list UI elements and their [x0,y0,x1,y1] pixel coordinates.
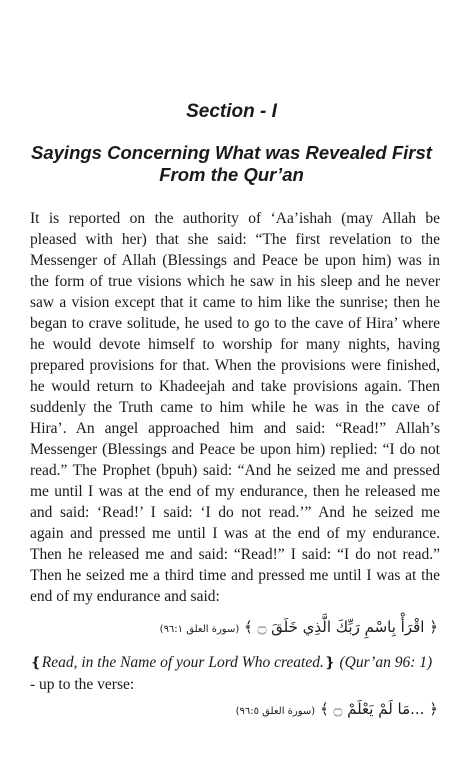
chapter-title [0,142,463,186]
body-line: saw a vision except that it came to him like the sunrise; then he [30,294,440,311]
bracket-open-ornament: ❴ [30,656,42,671]
chapter-title-line-2: From the Qur’an [159,164,304,185]
body-line: suddenly the Truth came to him while he was in the cave of [30,399,440,416]
body-line: the form of true visions which he saw in his sleep and he never [30,273,440,290]
arabic-verse-text: ﴿ اقْرَأْ بِاسْمِ رَبِّكَ الَّذِي خَلَقَ ۝ ﴾ [244,618,438,636]
quran-reference: (Qur’an 96: 1) [339,654,433,671]
section-title: Section - I [186,101,277,122]
body-line: end of my endurance and said: [30,588,220,605]
surah-reference: (سورة العلق ٩٦:١) [159,624,240,635]
bracket-close-ornament: ❵ [323,656,336,671]
translation-line [30,652,440,674]
body-line: he would return to Khadeejah and take provisions again. Then [30,378,440,395]
body-line: read.” The Prophet (bpuh) said: “And he seized me and pressed [30,462,440,479]
body-line: Messenger of Allah (Blessings and Peace be upon him) was in [30,252,440,269]
verse-translation [30,652,440,695]
arabic-verse-1 [28,618,438,636]
hadith-text [30,208,440,607]
body-line: Then he released me and said: “Read!” I said: “I do not read.” [30,546,440,563]
body-line: Messenger (Blessings and Peace be upon him) replied: “I do not [30,441,440,458]
body-line: prepared provisions for that. When the provisions were finished, [30,357,440,374]
body-line: he would devote himself to worship for many nights, having [30,336,440,353]
arabic-verse-2 [28,700,438,718]
arabic-verse-text: ﴿ ...مَا لَمْ يَعْلَمْ ۝ ﴾ [319,700,438,718]
body-line: me until I was at the end of my endurance, then he released me [30,483,440,500]
body-line: again and pressed me until I was at the end of my endurance. [30,525,440,542]
body-line: began to crave solitude, he used to go to the cave of Hira’ where [30,315,440,332]
up-to-verse-text: - up to the verse: [30,676,135,693]
chapter-title-line-1: Sayings Concerning What was Revealed First [31,142,432,163]
translation-text: Read, in the Name of your Lord Who created. [41,654,324,671]
body-line: Hira’. An angel approached him and said: “Read!” Allah’s [30,420,440,437]
body-line: It is reported on the authority of ‘Aa’ishah (may Allah be [30,210,440,227]
body-line: pleased with her) that she said: “The first revelation to the [30,231,440,248]
body-line: and said: ‘Read!’ I said: ‘I do not read.’” And he seized me [30,504,440,521]
body-line: Then he seized me a third time and pressed me until I was at the [30,567,440,584]
surah-reference: (سورة العلق ٩٦:٥) [235,706,316,717]
